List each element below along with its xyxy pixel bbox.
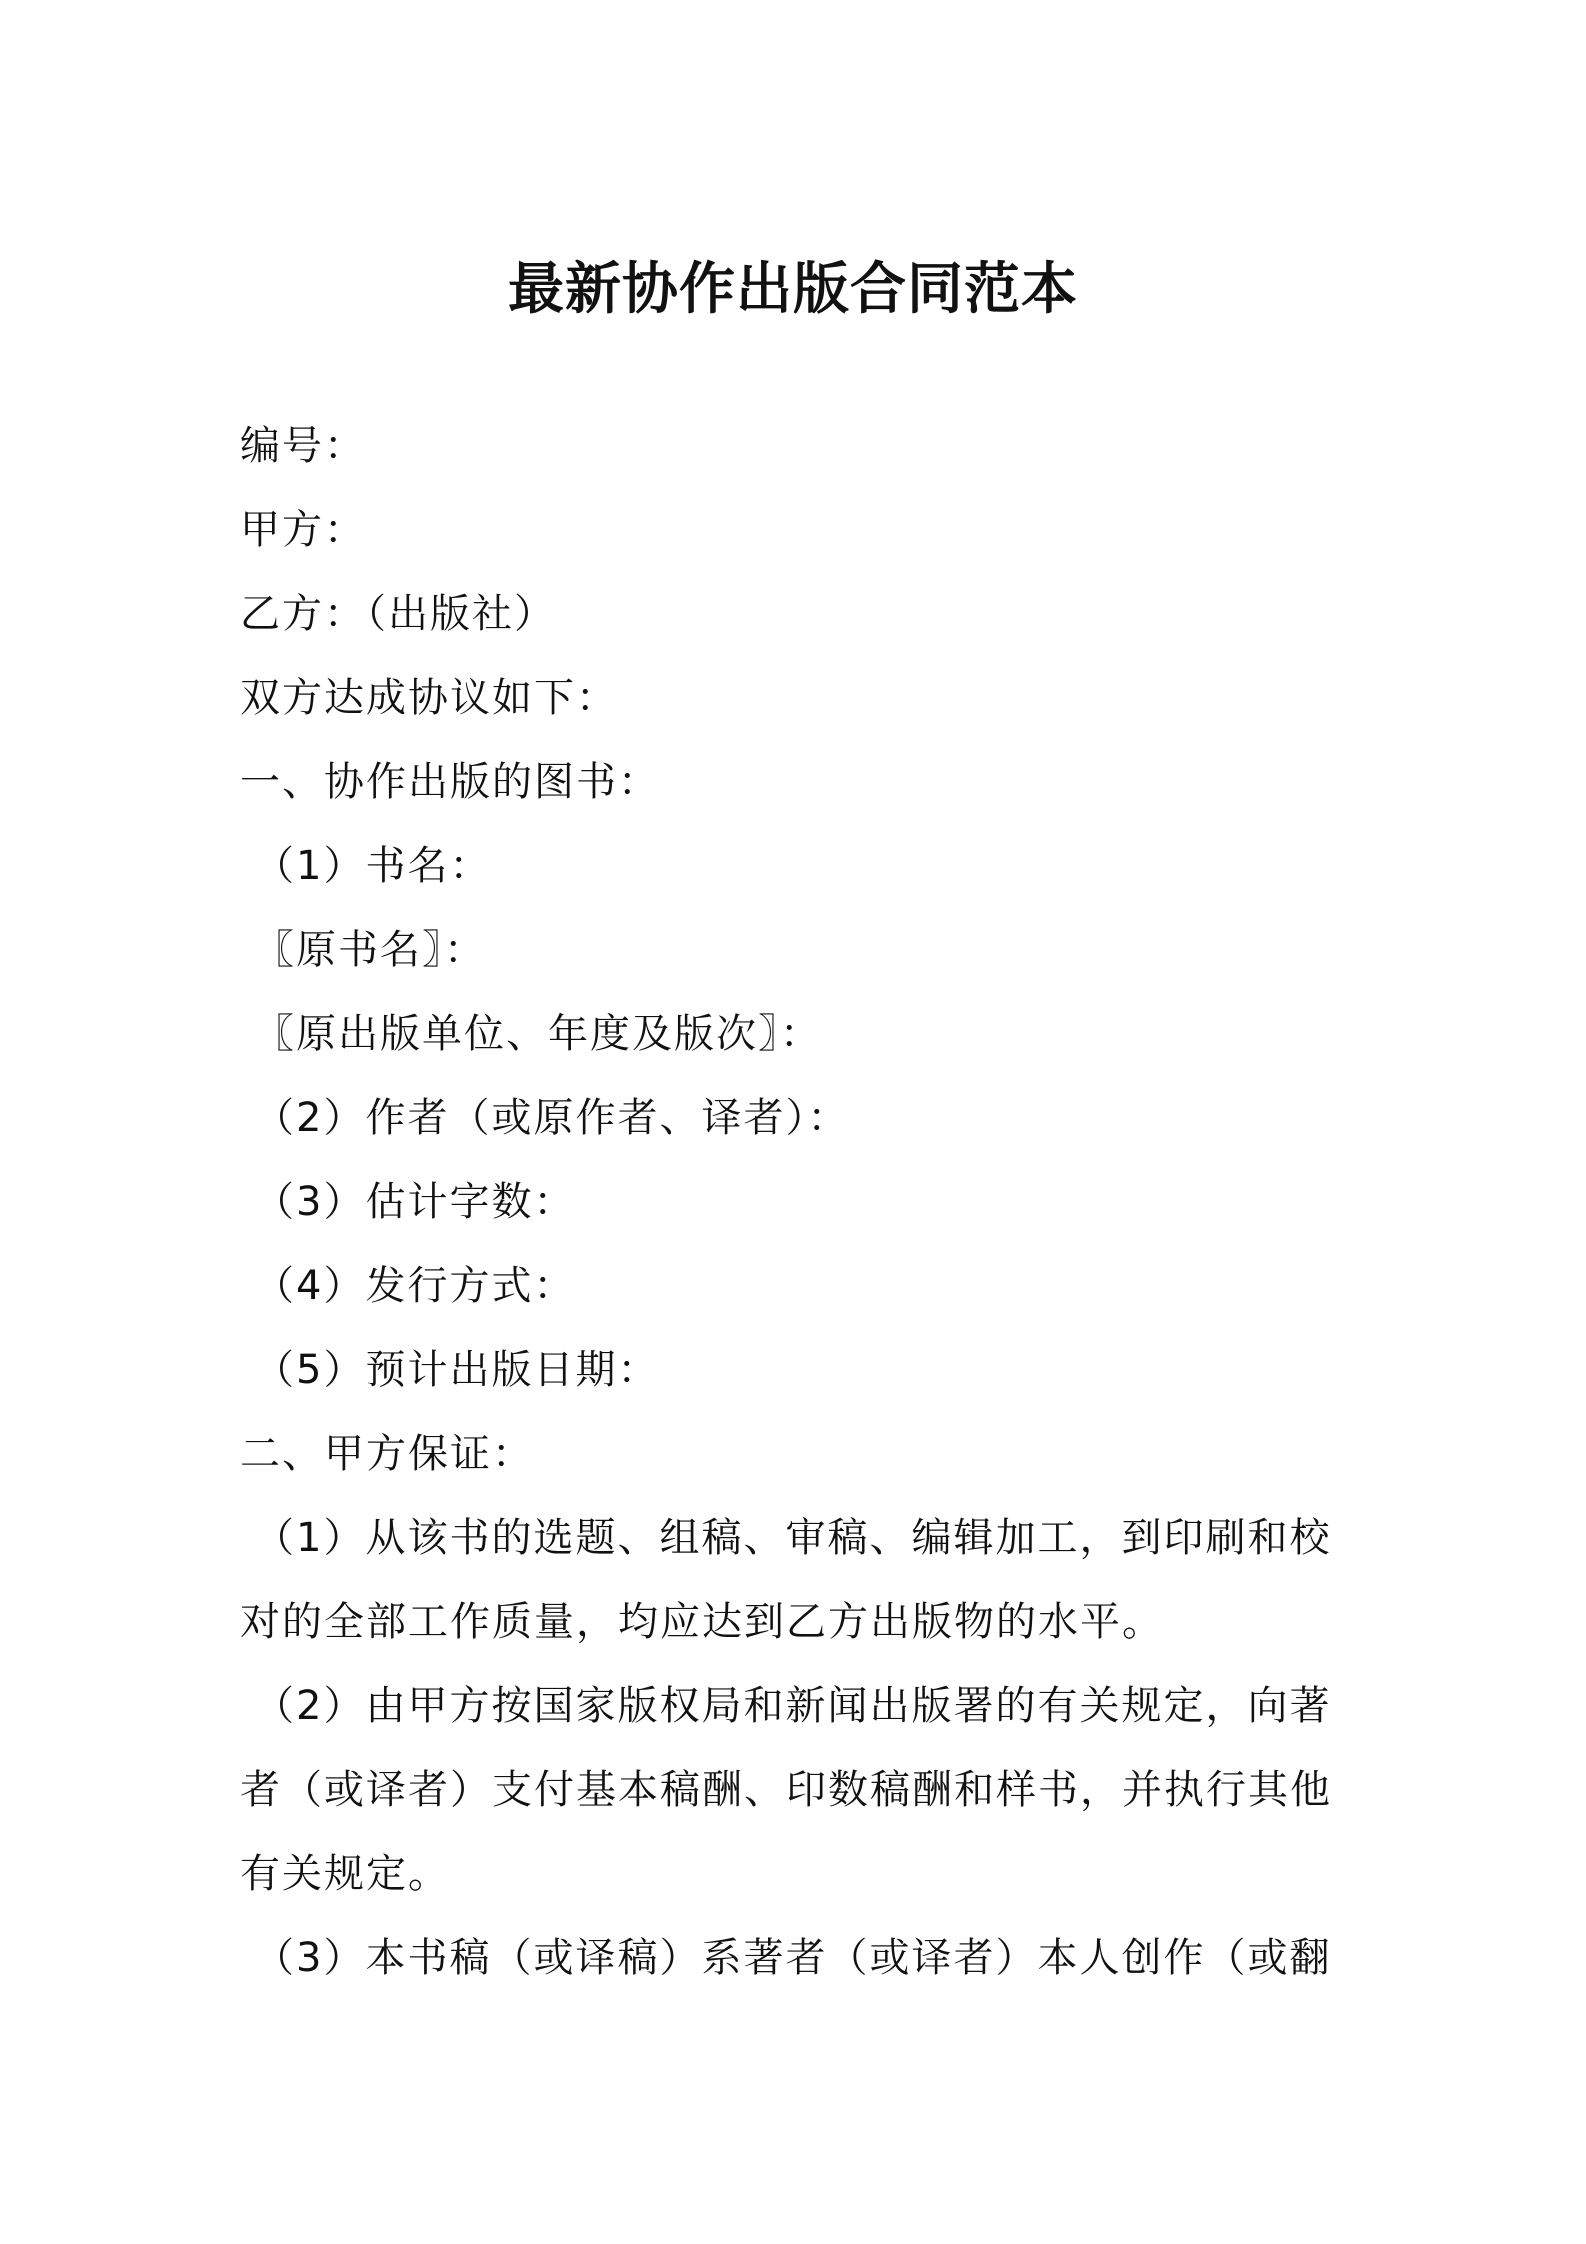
paragraph-line: 有关规定。 <box>240 1851 450 1897</box>
paragraph-line: 对的全部工作质量，均应达到乙方出版物的水平。 <box>240 1599 1164 1645</box>
section-heading-2: 二、甲方保证： <box>240 1431 534 1477</box>
document-title: 最新协作出版合同范本 <box>508 257 1078 322</box>
item-publish-date: （5）预计出版日期： <box>254 1347 660 1393</box>
paragraph-line: 者（或译者）支付基本稿酬、印数稿酬和样书，并执行其他 <box>240 1767 1332 1813</box>
paragraph-line: （2）由甲方按国家版权局和新闻出版署的有关规定，向著 <box>254 1683 1332 1729</box>
item-word-count: （3）估计字数： <box>254 1179 576 1225</box>
item-book-title: （1）书名： <box>254 843 492 889</box>
item-original-title: 〖原书名〗： <box>254 927 486 973</box>
field-party-b: 乙方：（出版社） <box>240 591 556 637</box>
paragraph-line: （1）从该书的选题、组稿、审稿、编辑加工，到印刷和校 <box>254 1515 1332 1561</box>
item-author: （2）作者（或原作者、译者）： <box>254 1095 850 1141</box>
section-heading-1: 一、协作出版的图书： <box>240 759 660 805</box>
agreement-intro: 双方达成协议如下： <box>240 675 618 721</box>
item-distribution: （4）发行方式： <box>254 1263 576 1309</box>
document-body <box>240 404 1350 2000</box>
field-party-a: 甲方： <box>240 507 366 553</box>
field-number: 编号： <box>240 423 366 469</box>
item-original-publisher: 〖原出版单位、年度及版次〗： <box>254 1011 822 1057</box>
paragraph-line: （3）本书稿（或译稿）系著者（或译者）本人创作（或翻 <box>254 1935 1332 1981</box>
